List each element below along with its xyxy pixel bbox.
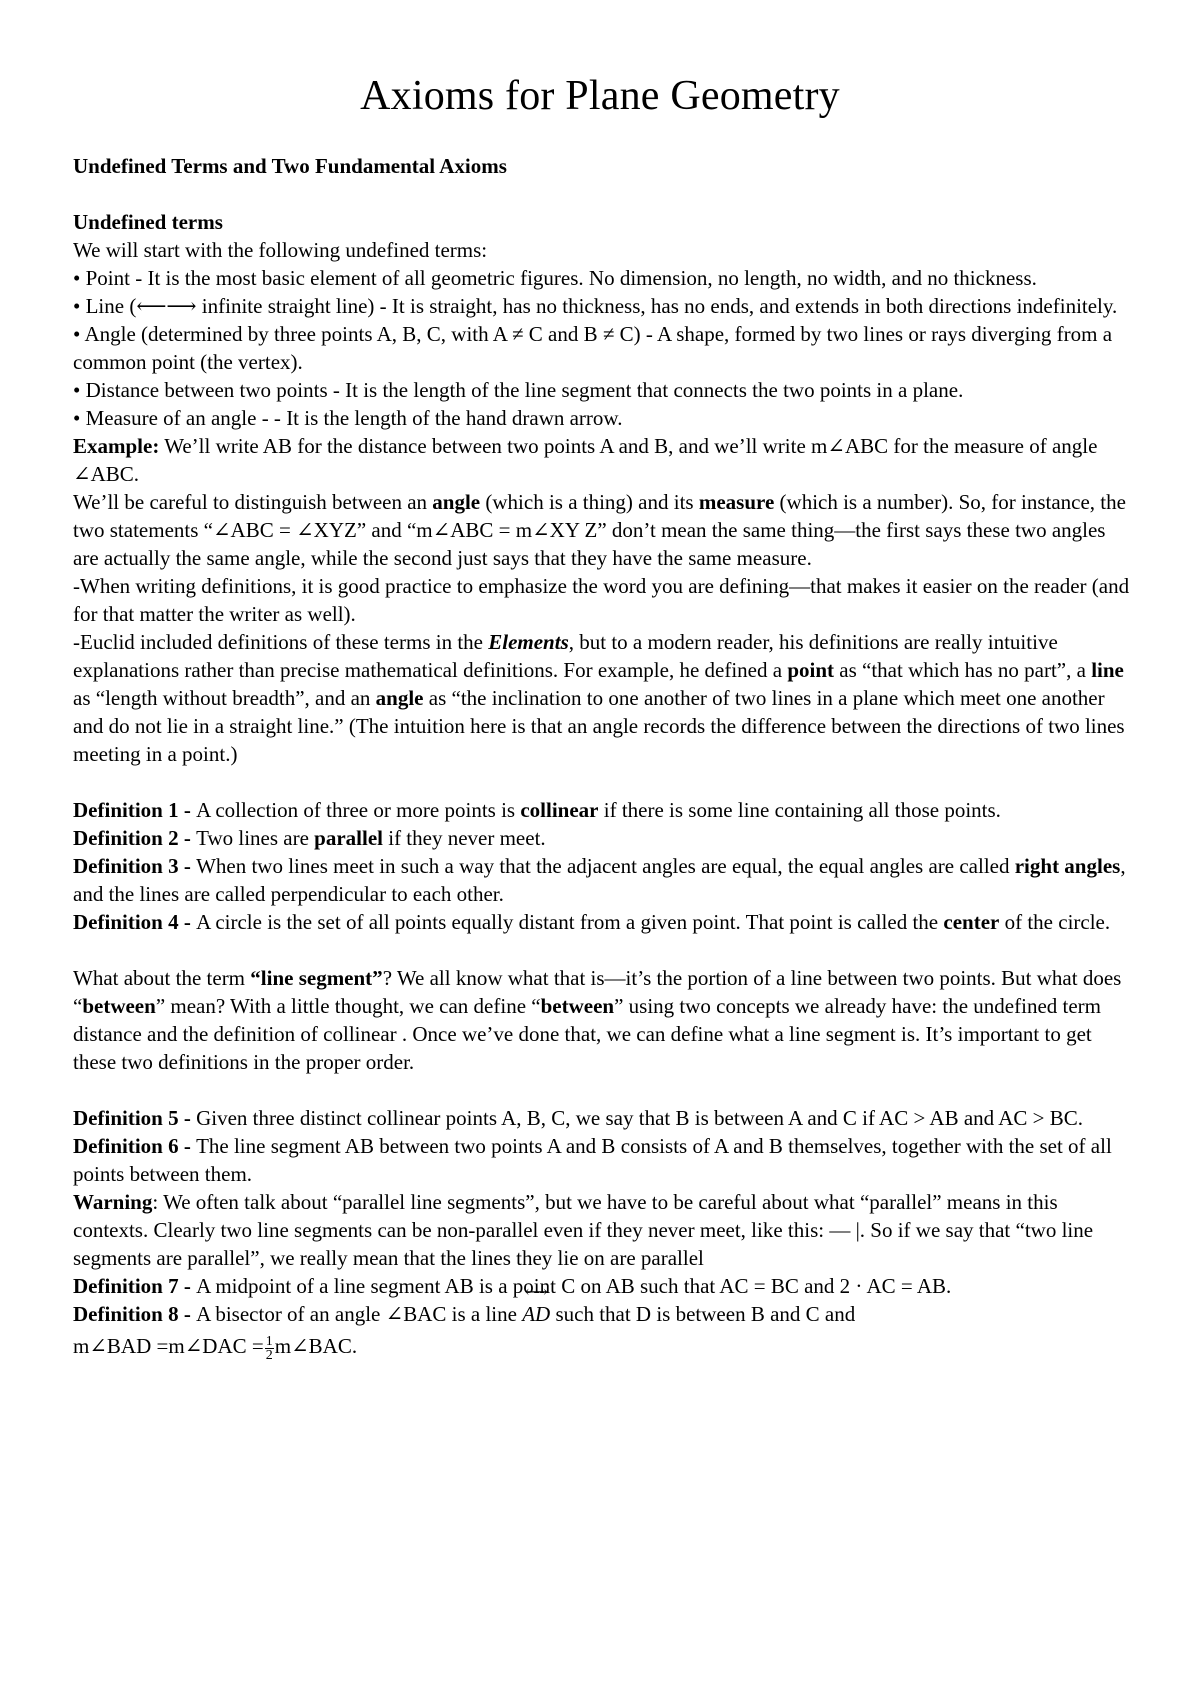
section-heading: Undefined Terms and Two Fundamental Axioms <box>73 154 507 178</box>
ray-ad: ⟷ AD <box>522 1300 550 1328</box>
document-body <box>73 152 1133 1362</box>
euclid-paragraph: -Euclid included definitions of these terms in the Elements, but to a modern reader, his definitions are really intuitive explanations rather than precise mathematical definitions. For example, he defined a point as “that which has no part”, a line as “length without breadth”, and an angle as “the inclination to one another of two lines in a plane which meet one another and do not lie in a straight line.” (The intuition here is that an angle records the difference between the directions of two lines meeting in a point.) <box>73 630 1125 766</box>
definition-1: Definition 1 - A collection of three or more points is collinear if there is some line containing all those points. <box>73 798 1001 822</box>
definition-8-equation: m∠BAD =m∠DAC = $\frac{1}{2}$ m∠BAC. <box>73 1333 358 1363</box>
definition-8: Definition 8 - A bisector of an angle ∠BAC is a line ⟷ AD such that D is between B and C and <box>73 1300 1133 1328</box>
careful-paragraph: We’ll be careful to distinguish between an angle (which is a thing) and its measure (which is a number). So, for instance, the two statements “∠ABC = ∠XYZ” and “m∠ABC = m∠XY Z” don’t mean the same thing—the first says these two angles are actually the same angle, while the second just says that they have the same measure. <box>73 490 1126 570</box>
definition-7: Definition 7 - A midpoint of a line segment AB is a point C on AB such that AC = BC and 2 · AC = AB. <box>73 1274 952 1298</box>
undefined-terms-heading: Undefined terms <box>73 210 223 234</box>
term-angle: • Angle (determined by three points A, B, C, with A ≠ C and B ≠ C) - A shape, formed by two lines or rays diverging from a common point (the vertex). <box>73 322 1113 374</box>
definition-5: Definition 5 - Given three distinct collinear points A, B, C, we say that B is between A and C if AC > AB and AC > BC. <box>73 1106 1084 1130</box>
example-paragraph: Example: We’ll write AB for the distance between two points A and B, and we’ll write m∠ABC for the measure of angle ∠ABC. <box>73 434 1098 486</box>
line-segment-paragraph: What about the term “line segment”? We all know what that is—it’s the portion of a line between two points. But what does “between” mean? With a little thought, we can define “between” using two concepts we already have: the undefined term distance and the definition of collinear . Once we’ve done that, we can define what a line segment is. It’s important to get these two definitions in the proper order. <box>73 966 1122 1074</box>
definition-2: Definition 2 - Two lines are parallel if they never meet. <box>73 826 546 850</box>
definition-4: Definition 4 - A circle is the set of all points equally distant from a given point. That point is called the center of the circle. <box>73 910 1111 934</box>
term-distance: • Distance between two points - It is the length of the line segment that connects the two points in a plane. <box>73 378 964 402</box>
definition-3: Definition 3 - When two lines meet in such a way that the adjacent angles are equal, the equal angles are called right angles, and the lines are called perpendicular to each other. <box>73 854 1126 906</box>
term-line: • Line (⟵⟶ infinite straight line) - It is straight, has no thickness, has no ends, and extends in both directions indefinitely. <box>73 294 1118 318</box>
practice-paragraph: -When writing definitions, it is good practice to emphasize the word you are defining—that makes it easier on the reader (and for that matter the writer as well). <box>73 574 1130 626</box>
page-title: Axioms for Plane Geometry <box>360 73 840 119</box>
fraction-one-half: $\frac{1}{2}$ <box>265 1333 273 1363</box>
warning-paragraph: Warning: We often talk about “parallel line segments”, but we have to be careful about what “parallel” means in this contexts. Clearly two line segments can be non-parallel even if they never meet, like this: — |. So if we say that “two line segments are parallel”, we really mean that the lines they lie on are parallel <box>73 1190 1094 1270</box>
definition-6: Definition 6 - The line segment AB between two points A and B consists of A and B themselves, together with the set of all points between them. <box>73 1134 1112 1186</box>
term-point: • Point - It is the most basic element of all geometric figures. No dimension, no length, no width, and no thickness. <box>73 266 1037 290</box>
term-measure: • Measure of an angle - - It is the length of the hand drawn arrow. <box>73 406 623 430</box>
undefined-terms-intro: We will start with the following undefined terms: <box>73 238 488 262</box>
